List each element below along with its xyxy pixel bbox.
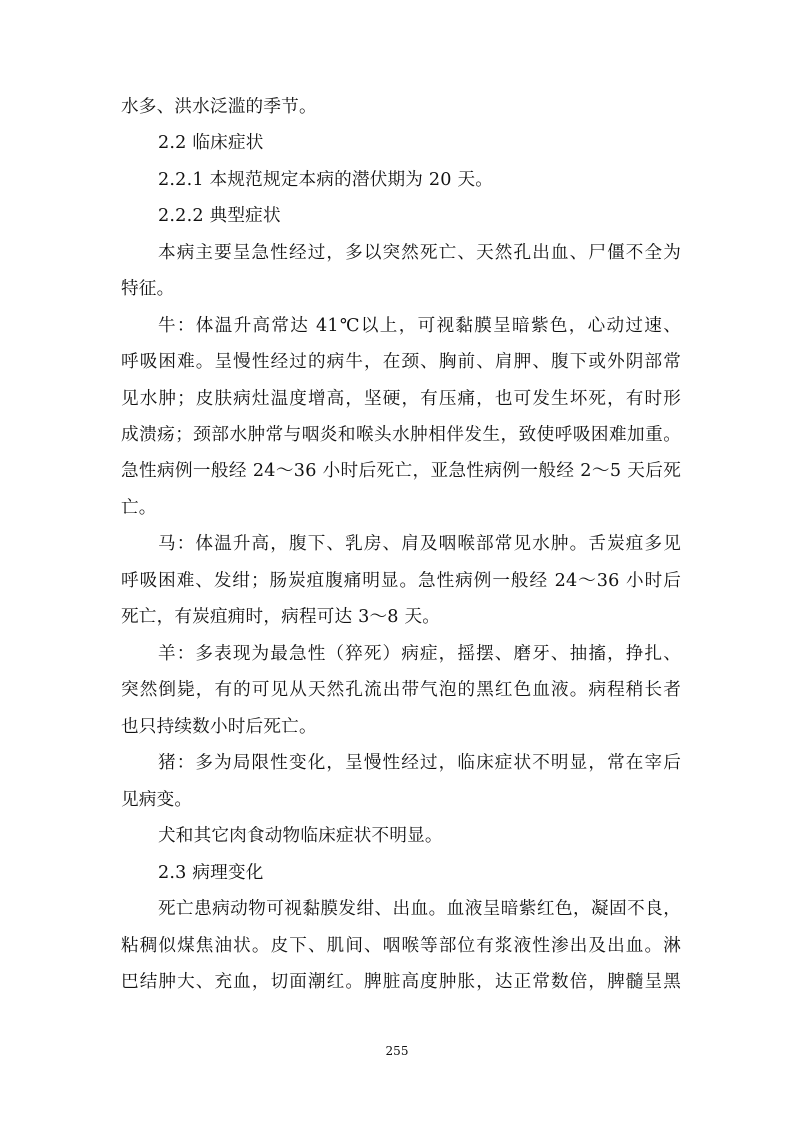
text-line: 亡。 [121,498,157,518]
text-line: 突然倒毙，有的可见从天然孔流出带气泡的黑红色血液。病程稍长者 [121,680,681,700]
text-line: 呼吸困难、发绀；肠炭疽腹痛明显。急性病例一般经 24～36 小时后 [121,571,681,591]
text-line: 成溃疡；颈部水肿常与咽炎和喉头水肿相伴发生，致使呼吸困难加重。 [121,425,681,445]
section-heading: 2.3 病理变化 [158,863,264,883]
text-line: 粘稠似煤焦油状。皮下、肌间、咽喉等部位有浆液性渗出及出血。淋 [121,936,681,956]
page-number: 255 [385,1044,409,1058]
text-line: 死亡，有炭疽痈时，病程可达 3～8 天。 [121,607,441,627]
subsection-heading: 2.2.1 本规范规定本病的潜伏期为 20 天。 [158,170,494,190]
text-line: 犬和其它肉食动物临床症状不明显。 [158,826,443,846]
text-line: 呼吸困难。呈慢性经过的病牛，在颈、胸前、肩胛、腹下或外阴部常 [121,352,681,372]
text-line: 水多、洪水泛滥的季节。 [121,97,317,117]
text-line: 本病主要呈急性经过，多以突然死亡、天然孔出血、尸僵不全为 [158,243,681,263]
text-line: 羊：多表现为最急性（猝死）病症，摇摆、磨牙、抽搐，挣扎、 [158,644,681,664]
section-heading: 2.2 临床症状 [158,133,264,153]
text-line: 特征。 [121,279,175,299]
text-line: 猪：多为局限性变化，呈慢性经过，临床症状不明显，常在宰后 [158,753,681,773]
text-line: 巴结肿大、充血，切面潮红。脾脏高度肿胀，达正常数倍，脾髓呈黑 [121,972,681,992]
text-line: 死亡患病动物可视黏膜发绀、出血。血液呈暗紫红色，凝固不良， [158,899,681,919]
text-line: 急性病例一般经 24～36 小时后死亡，亚急性病例一般经 2～5 天后死 [121,461,681,481]
text-line: 也只持续数小时后死亡。 [121,717,317,737]
text-line: 见病变。 [121,790,193,810]
subsection-heading: 2.2.2 典型症状 [158,206,281,226]
text-line: 牛：体温升高常达 41℃以上，可视黏膜呈暗紫色，心动过速、 [158,316,681,336]
text-line: 马：体温升高，腹下、乳房、肩及咽喉部常见水肿。舌炭疽多见 [158,534,681,554]
text-line: 见水肿；皮肤病灶温度增高，坚硬，有压痛，也可发生坏死，有时形 [121,389,681,409]
